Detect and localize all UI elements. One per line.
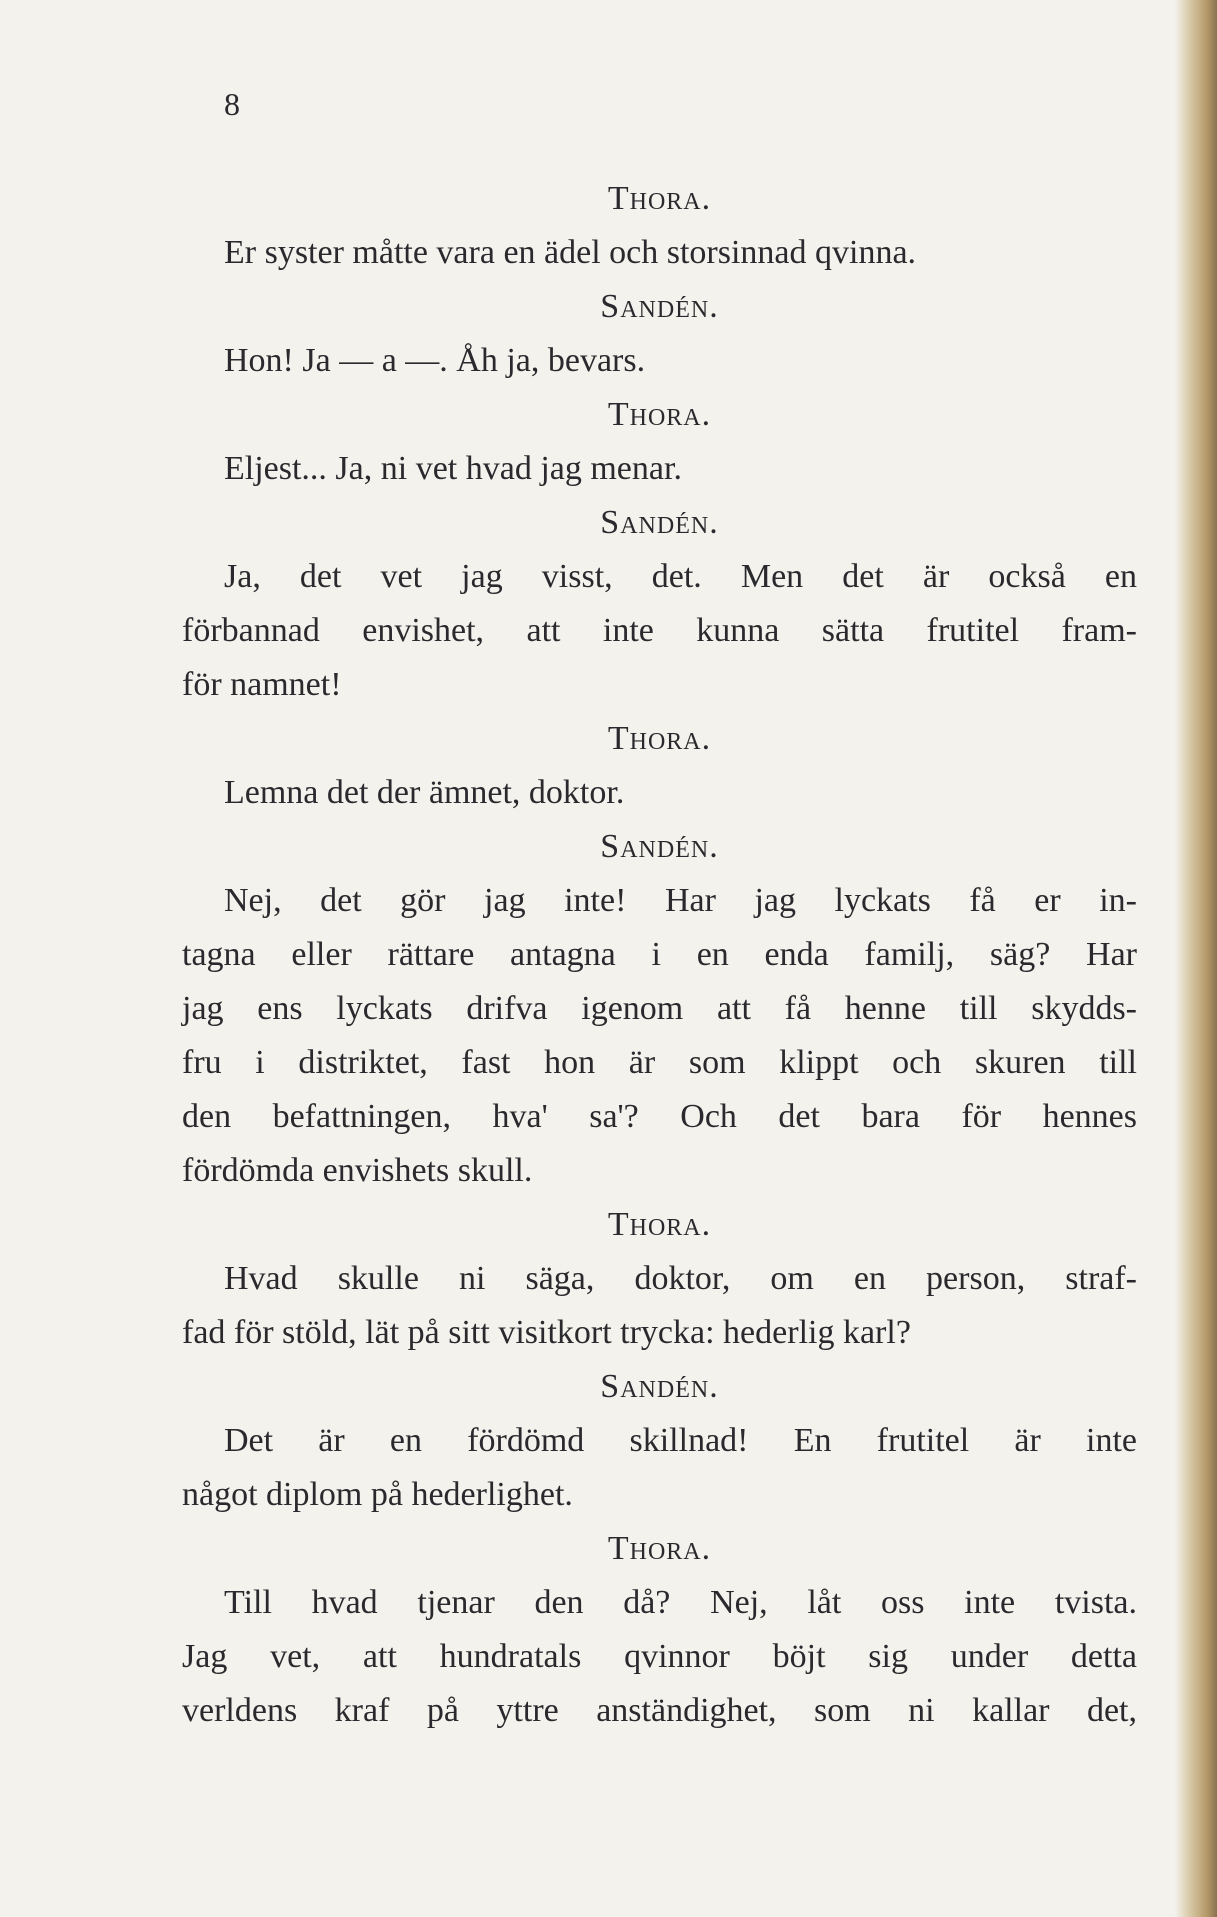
text-line: Er syster måtte vara en ädel och storsinnad qvinna. bbox=[224, 234, 917, 271]
text-line: Ja, det vet jag visst, det. Men det är också en bbox=[224, 558, 1137, 595]
text-line: Lemna det der ämnet, doktor. bbox=[224, 774, 625, 811]
speaker-name: Thora. bbox=[607, 720, 712, 757]
text-line: verldens kraf på yttre anständighet, som ni kallar det, bbox=[182, 1692, 1137, 1729]
text-line: tagna eller rättare antagna i en enda familj, säg? Har bbox=[182, 936, 1137, 973]
text-line: förbannad envishet, att inte kunna sätta frutitel fram- bbox=[182, 612, 1137, 649]
page-binding-edge bbox=[1175, 0, 1217, 1917]
text-line: fördömda envishets skull. bbox=[182, 1152, 533, 1189]
text-line: den befattningen, hva' sa'? Och det bara för hennes bbox=[182, 1098, 1137, 1135]
speaker-name: Thora. bbox=[607, 1206, 712, 1243]
speaker-name: Sandén. bbox=[600, 828, 719, 865]
speaker-name: Sandén. bbox=[600, 288, 719, 325]
text-line: något diplom på hederlighet. bbox=[182, 1476, 573, 1513]
text-line: Hvad skulle ni säga, doktor, om en person, straf- bbox=[224, 1260, 1137, 1297]
speaker-name: Sandén. bbox=[600, 504, 719, 541]
speaker-name: Thora. bbox=[607, 396, 712, 433]
dialogue-text bbox=[182, 172, 1137, 1738]
text-line: fru i distriktet, fast hon är som klippt och skuren till bbox=[182, 1044, 1137, 1081]
speaker-name: Sandén. bbox=[600, 1368, 719, 1405]
text-line: Nej, det gör jag inte! Har jag lyckats få er in- bbox=[224, 882, 1137, 919]
speaker-name: Thora. bbox=[607, 180, 712, 217]
text-line: Hon! Ja — a —. Åh ja, bevars. bbox=[224, 342, 646, 379]
text-line: för namnet! bbox=[182, 666, 342, 703]
text-line: Det är en fördömd skillnad! En frutitel är inte bbox=[224, 1422, 1137, 1459]
speaker-name: Thora. bbox=[607, 1530, 712, 1567]
text-line: jag ens lyckats drifva igenom att få henne till skydds- bbox=[182, 990, 1137, 1027]
page-number: 8 bbox=[224, 86, 240, 122]
text-line: fad för stöld, lät på sitt visitkort trycka: hederlig karl? bbox=[182, 1314, 911, 1351]
text-line: Jag vet, att hundratals qvinnor böjt sig under detta bbox=[182, 1638, 1137, 1675]
text-line: Till hvad tjenar den då? Nej, låt oss inte tvista. bbox=[224, 1584, 1137, 1621]
text-line: Eljest... Ja, ni vet hvad jag menar. bbox=[224, 450, 682, 487]
